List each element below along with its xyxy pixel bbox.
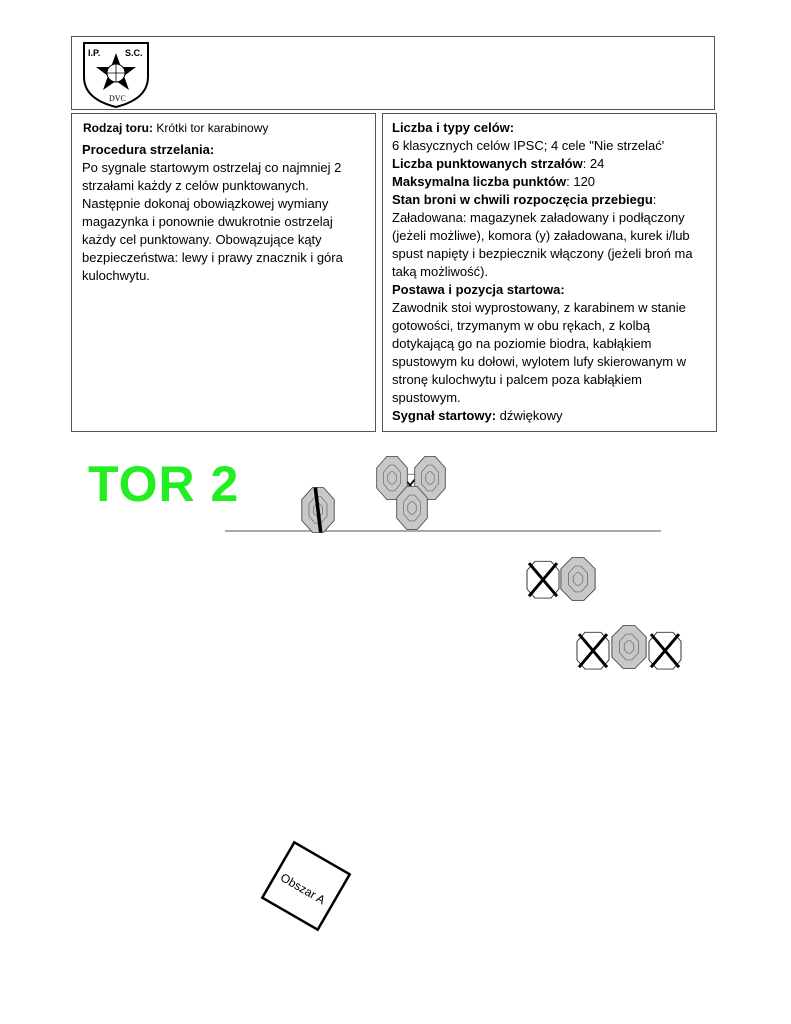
ready-condition-value: Załadowana: magazynek załadowany i podłączony (jeżeli możliwe), komora (y) załadowana, kurek i/lub spust napięty i bezpiecznik włączony (jeżeli broń ma taką możliwość). bbox=[392, 210, 693, 279]
procedure-label: Procedura strzelania: bbox=[82, 142, 215, 157]
ready-condition-label: Stan broni w chwili rozpoczęcia przebiegu bbox=[392, 192, 653, 207]
start-position-value: Zawodnik stoi wyprostowany, z karabinem w stanie gotowości, trzymanym w obu rękach, z kolbą dotykającą go na poziomie biodra, kabłąkiem spustowym ku dołowi, wylotem lufy skierowanym w stronę kulochwytu i palcem poza kabłąkiem spustowym. bbox=[392, 300, 687, 405]
start-signal-value: dźwiękowy bbox=[499, 408, 563, 423]
max-points-value: : 120 bbox=[566, 174, 596, 189]
shooting-area-box bbox=[262, 842, 349, 929]
target-with-barrier bbox=[302, 488, 334, 533]
target-paper bbox=[397, 486, 428, 529]
logo-text-ip: I.P. bbox=[88, 48, 101, 58]
shooting-area-label: Obszar A bbox=[277, 870, 328, 908]
target-paper bbox=[612, 625, 646, 668]
target-paper bbox=[561, 557, 595, 600]
start-position-label: Postawa i pozycja startowa: bbox=[392, 282, 565, 297]
scored-shots-label: Liczba punktowanych strzałów bbox=[392, 156, 583, 171]
no-shoot-target bbox=[527, 561, 559, 598]
stage-type-label: Rodzaj toru: bbox=[83, 121, 153, 135]
scored-shots-value: : 24 bbox=[582, 156, 605, 171]
max-points-label: Maksymalna liczba punktów bbox=[392, 174, 567, 189]
stage-type-value: Krótki tor karabinowy bbox=[156, 121, 269, 135]
ready-condition-colon: : bbox=[652, 192, 657, 207]
no-shoot-target bbox=[649, 632, 681, 669]
targets-value: 6 klasycznych celów IPSC; 4 cele "Nie strzelać' bbox=[392, 138, 665, 153]
logo-text-sc: S.C. bbox=[125, 48, 143, 58]
start-signal-label: Sygnał startowy: bbox=[392, 408, 497, 423]
stage-title: TOR 2 bbox=[88, 456, 240, 512]
logo-text-dvc: DVC bbox=[109, 94, 126, 103]
procedure-text: Po sygnale startowym ostrzelaj co najmniej 2 strzałami każdy z celów punktowanych. Następnie dokonaj obowiązkowej wymiany magazynka i ponownie dwukrotnie ostrzelaj każdy cel punktowany. Obowązujące kąty bezpieczeństwa: lewy i prawy znacznik i góra kulochwytu. bbox=[82, 160, 343, 283]
no-shoot-target bbox=[577, 632, 609, 669]
targets-label: Liczba i typy celów: bbox=[392, 120, 515, 135]
